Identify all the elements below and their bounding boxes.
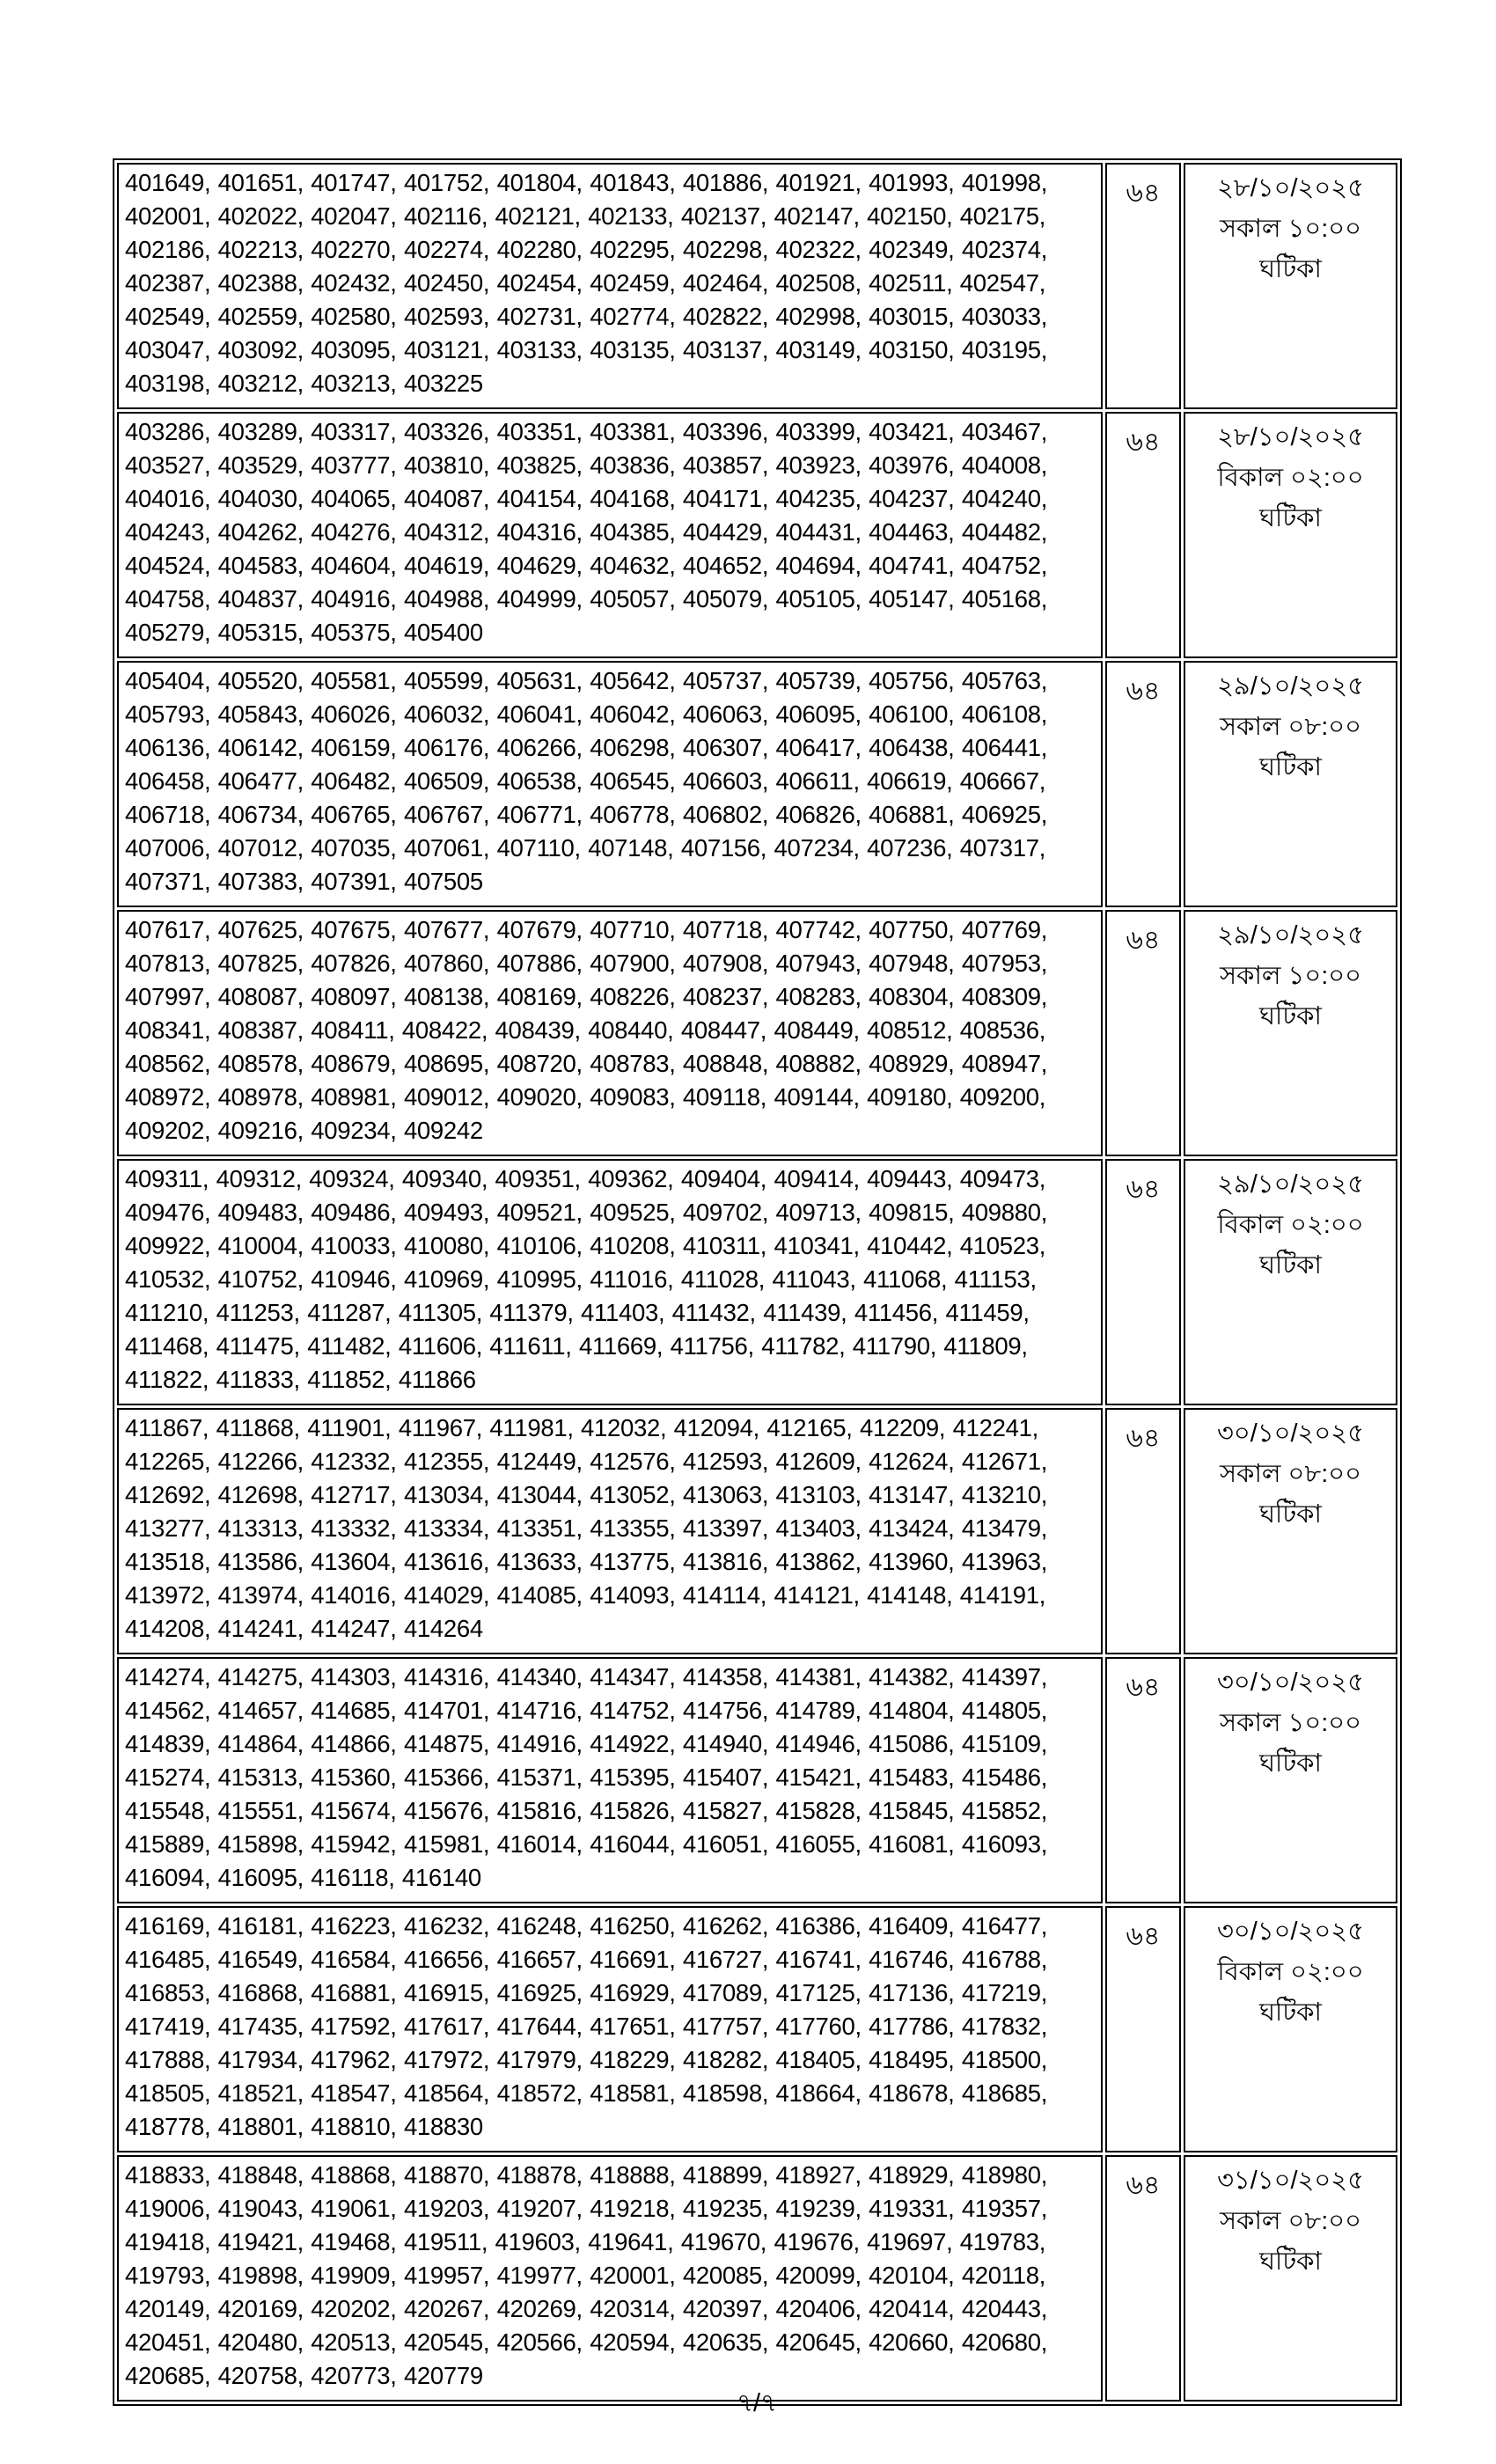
exam-time: সকাল ১০:০০ ঘটিকা (1220, 1709, 1361, 1778)
exam-datetime-cell (1184, 163, 1397, 409)
roll-numbers-cell: 407617, 407625, 407675, 407677, 407679, 407710, 407718, 407742, 407750, 407769, 407813, 407825, 407826, 407860, 407886, 407900, 407908, 407943, 407948, 407953, 407997, 408087, 408097, 408138, 408169, 408226, 408237, 408283, 408304, 408309, 408341, 408387, 408411, 408422, 408439, 408440, 408447, 408449, 408512, 408536, 408562, 408578, 408679, 408695, 408720, 408783, 408848, 408882, 408929, 408947, 408972, 408978, 408981, 409012, 409020, 409083, 409118, 409144, 409180, 409200, 409202, 409216, 409234, 409242 (117, 910, 1103, 1156)
exam-datetime-cell (1184, 1906, 1397, 2152)
candidate-count-cell: ৬৪ (1105, 1408, 1181, 1654)
roll-numbers-cell: 403286, 403289, 403317, 403326, 403351, 403381, 403396, 403399, 403421, 403467, 403527, 403529, 403777, 403810, 403825, 403836, 403857, 403923, 403976, 404008, 404016, 404030, 404065, 404087, 404154, 404168, 404171, 404235, 404237, 404240, 404243, 404262, 404276, 404312, 404316, 404385, 404429, 404431, 404463, 404482, 404524, 404583, 404604, 404619, 404629, 404632, 404652, 404694, 404741, 404752, 404758, 404837, 404916, 404988, 404999, 405057, 405079, 405105, 405147, 405168, 405279, 405315, 405375, 405400 (117, 412, 1103, 658)
table-row (117, 2155, 1397, 2402)
roll-numbers-cell: 401649, 401651, 401747, 401752, 401804, 401843, 401886, 401921, 401993, 401998, 402001, 402022, 402047, 402116, 402121, 402133, 402137, 402147, 402150, 402175, 402186, 402213, 402270, 402274, 402280, 402295, 402298, 402322, 402349, 402374, 402387, 402388, 402432, 402450, 402454, 402459, 402464, 402508, 402511, 402547, 402549, 402559, 402580, 402593, 402731, 402774, 402822, 402998, 403015, 403033, 403047, 403092, 403095, 403121, 403133, 403135, 403137, 403149, 403150, 403195, 403198, 403212, 403213, 403225 (117, 163, 1103, 409)
exam-time: সকাল ১০:০০ ঘটিকা (1220, 215, 1361, 283)
table-row (117, 1408, 1397, 1654)
roll-numbers-cell: 411867, 411868, 411901, 411967, 411981, 412032, 412094, 412165, 412209, 412241, 412265, 412266, 412332, 412355, 412449, 412576, 412593, 412609, 412624, 412671, 412692, 412698, 412717, 413034, 413044, 413052, 413063, 413103, 413147, 413210, 413277, 413313, 413332, 413334, 413351, 413355, 413397, 413403, 413424, 413479, 413518, 413586, 413604, 413616, 413633, 413775, 413816, 413862, 413960, 413963, 413972, 413974, 414016, 414029, 414085, 414093, 414114, 414121, 414148, 414191, 414208, 414241, 414247, 414264 (117, 1408, 1103, 1654)
table-row (117, 1657, 1397, 1903)
roll-numbers-cell: 418833, 418848, 418868, 418870, 418878, 418888, 418899, 418927, 418929, 418980, 419006, 419043, 419061, 419203, 419207, 419218, 419235, 419239, 419331, 419357, 419418, 419421, 419468, 419511, 419603, 419641, 419670, 419676, 419697, 419783, 419793, 419898, 419909, 419957, 419977, 420001, 420085, 420099, 420104, 420118, 420149, 420169, 420202, 420267, 420269, 420314, 420397, 420406, 420414, 420443, 420451, 420480, 420513, 420545, 420566, 420594, 420635, 420645, 420660, 420680, 420685, 420758, 420773, 420779 (117, 2155, 1103, 2402)
exam-datetime-cell (1184, 2155, 1397, 2402)
candidate-count-cell: ৬৪ (1105, 1159, 1181, 1405)
exam-date: ৩০/১০/২০২৫ (1217, 1918, 1364, 1946)
exam-time: বিকাল ০২:০০ ঘটিকা (1217, 464, 1364, 532)
exam-date: ২৮/১০/২০২৫ (1217, 423, 1364, 451)
table-row (117, 412, 1397, 658)
exam-date: ২৯/১০/২০২৫ (1217, 921, 1364, 950)
candidate-count-cell: ৬৪ (1105, 163, 1181, 409)
exam-datetime-cell (1184, 661, 1397, 907)
exam-time: বিকাল ০২:০০ ঘটিকা (1217, 1958, 1364, 2027)
exam-date: ২৮/১০/২০২৫ (1217, 174, 1364, 202)
exam-time: সকাল ০৮:০০ ঘটিকা (1220, 713, 1361, 781)
candidate-count-cell: ৬৪ (1105, 661, 1181, 907)
exam-time: সকাল ০৮:০০ ঘটিকা (1220, 2207, 1361, 2276)
exam-datetime-cell (1184, 1657, 1397, 1903)
table-row (117, 1906, 1397, 2152)
exam-date: ৩০/১০/২০২৫ (1217, 1419, 1364, 1448)
table-row (117, 163, 1397, 409)
table-row (117, 1159, 1397, 1405)
table-row (117, 661, 1397, 907)
exam-time: সকাল ১০:০০ ঘটিকা (1220, 962, 1361, 1030)
exam-time: বিকাল ০২:০০ ঘটিকা (1217, 1211, 1364, 1280)
exam-datetime-cell (1184, 910, 1397, 1156)
candidate-count-cell: ৬৪ (1105, 412, 1181, 658)
candidate-count-cell: ৬৪ (1105, 1657, 1181, 1903)
exam-date: ২৯/১০/২০২৫ (1217, 1170, 1364, 1199)
candidate-count-cell: ৬৪ (1105, 1906, 1181, 2152)
roll-numbers-cell: 405404, 405520, 405581, 405599, 405631, 405642, 405737, 405739, 405756, 405763, 405793, 405843, 406026, 406032, 406041, 406042, 406063, 406095, 406100, 406108, 406136, 406142, 406159, 406176, 406266, 406298, 406307, 406417, 406438, 406441, 406458, 406477, 406482, 406509, 406538, 406545, 406603, 406611, 406619, 406667, 406718, 406734, 406765, 406767, 406771, 406778, 406802, 406826, 406881, 406925, 407006, 407012, 407035, 407061, 407110, 407148, 407156, 407234, 407236, 407317, 407371, 407383, 407391, 407505 (117, 661, 1103, 907)
candidate-count-cell: ৬৪ (1105, 910, 1181, 1156)
exam-time: সকাল ০৮:০০ ঘটিকা (1220, 1460, 1361, 1529)
exam-date: ৩০/১০/২০২৫ (1217, 1668, 1364, 1697)
page-number: ৭/৭ (737, 2389, 777, 2417)
candidate-count-cell: ৬৪ (1105, 2155, 1181, 2402)
exam-date: ২৯/১০/২০২৫ (1217, 672, 1364, 700)
roll-schedule-table (113, 158, 1402, 2406)
exam-datetime-cell (1184, 1408, 1397, 1654)
roll-numbers-cell: 416169, 416181, 416223, 416232, 416248, 416250, 416262, 416386, 416409, 416477, 416485, 416549, 416584, 416656, 416657, 416691, 416727, 416741, 416746, 416788, 416853, 416868, 416881, 416915, 416925, 416929, 417089, 417125, 417136, 417219, 417419, 417435, 417592, 417617, 417644, 417651, 417757, 417760, 417786, 417832, 417888, 417934, 417962, 417972, 417979, 418229, 418282, 418405, 418495, 418500, 418505, 418521, 418547, 418564, 418572, 418581, 418598, 418664, 418678, 418685, 418778, 418801, 418810, 418830 (117, 1906, 1103, 2152)
exam-datetime-cell (1184, 412, 1397, 658)
table-row (117, 910, 1397, 1156)
roll-numbers-cell: 414274, 414275, 414303, 414316, 414340, 414347, 414358, 414381, 414382, 414397, 414562, 414657, 414685, 414701, 414716, 414752, 414756, 414789, 414804, 414805, 414839, 414864, 414866, 414875, 414916, 414922, 414940, 414946, 415086, 415109, 415274, 415313, 415360, 415366, 415371, 415395, 415407, 415421, 415483, 415486, 415548, 415551, 415674, 415676, 415816, 415826, 415827, 415828, 415845, 415852, 415889, 415898, 415942, 415981, 416014, 416044, 416051, 416055, 416081, 416093, 416094, 416095, 416118, 416140 (117, 1657, 1103, 1903)
exam-date: ৩১/১০/২০২৫ (1217, 2167, 1364, 2195)
roll-numbers-cell: 409311, 409312, 409324, 409340, 409351, 409362, 409404, 409414, 409443, 409473, 409476, 409483, 409486, 409493, 409521, 409525, 409702, 409713, 409815, 409880, 409922, 410004, 410033, 410080, 410106, 410208, 410311, 410341, 410442, 410523, 410532, 410752, 410946, 410969, 410995, 411016, 411028, 411043, 411068, 411153, 411210, 411253, 411287, 411305, 411379, 411403, 411432, 411439, 411456, 411459, 411468, 411475, 411482, 411606, 411611, 411669, 411756, 411782, 411790, 411809, 411822, 411833, 411852, 411866 (117, 1159, 1103, 1405)
exam-datetime-cell (1184, 1159, 1397, 1405)
